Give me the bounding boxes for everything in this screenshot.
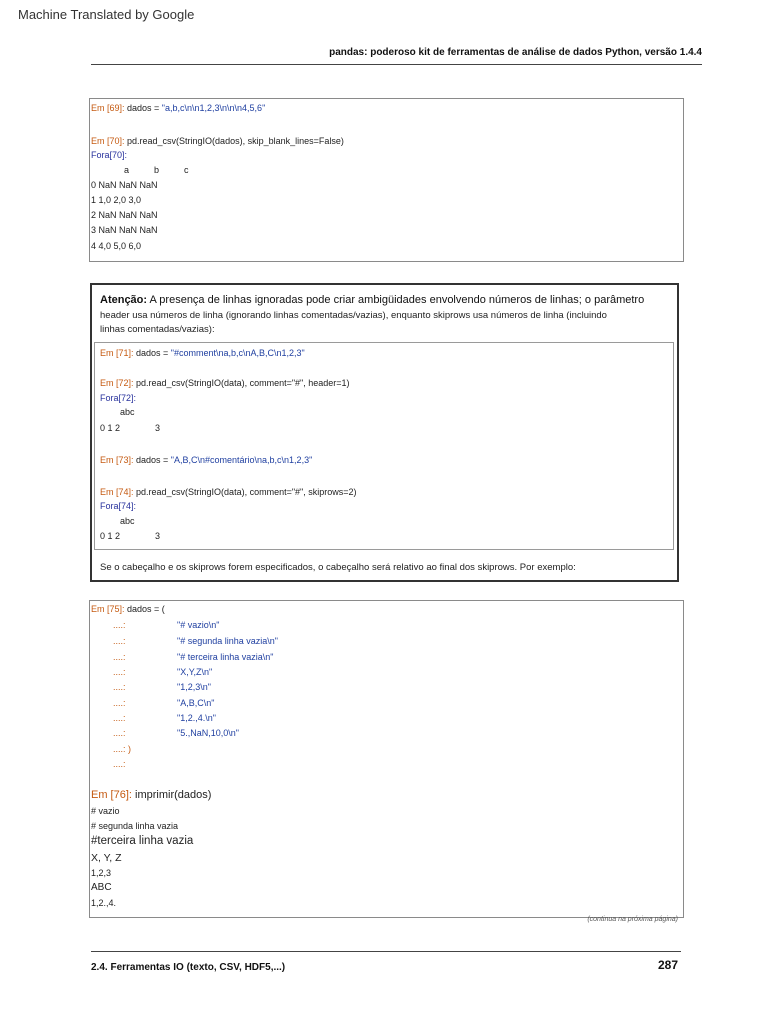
admonition-text-line: linhas comentadas/vazias): <box>100 324 215 335</box>
continuation-prompt: ....: <box>113 667 126 677</box>
code-line-75 <box>91 604 165 615</box>
continuation-prompt: ....: <box>113 620 126 630</box>
continuation-prompt: ....: <box>113 713 126 723</box>
code-line-73 <box>100 455 312 466</box>
code-line-74 <box>100 487 357 498</box>
code-text: pd.read_csv(StringIO(data), comment="#", header=1) <box>133 378 350 388</box>
admonition-text: A presença de linhas ignoradas pode criar ambigüidades envolvendo números de linhas; o parâmetro <box>147 294 645 306</box>
string-literal: "X,Y,Z\n" <box>177 667 213 677</box>
input-prompt: Em [75]: <box>91 604 125 614</box>
string-literal: "# terceira linha vazia\n" <box>177 652 274 662</box>
string-literal: "1,2,3\n" <box>177 682 211 692</box>
code-cell-block-69-70 <box>89 98 684 262</box>
input-prompt: Em [69]: <box>91 103 125 113</box>
admonition-text-line: header usa números de linha (ignorando linhas comentadas/vazias), enquanto skiprows usa números de linha (incluindo <box>100 310 607 321</box>
continuation-prompt: ....: <box>113 759 126 769</box>
code-line-72 <box>100 378 350 389</box>
output-line: #terceira linha vazia <box>91 835 194 847</box>
output-header-row: abc <box>120 407 135 417</box>
output-header-row: abc <box>120 516 135 526</box>
output-line: # vazio <box>91 806 120 816</box>
output-row: 0 NaN NaN NaN <box>91 180 158 190</box>
code-line-71 <box>100 348 305 359</box>
string-literal: "A,B,C\n#comentário\na,b,c\n1,2,3" <box>170 455 313 465</box>
admonition-code-cell <box>94 342 674 550</box>
input-prompt: Em [70]: <box>91 136 125 146</box>
continuation-close: ....: ) <box>113 744 131 754</box>
output-row: 0 1 2 3 <box>100 423 161 433</box>
code-cell-block-75-76 <box>89 600 684 918</box>
code-text: pd.read_csv(StringIO(dados), skip_blank_lines=False) <box>124 136 344 146</box>
output-row: 3 NaN NaN NaN <box>91 225 158 235</box>
string-literal: "5.,NaN,10,0\n" <box>177 728 239 738</box>
string-literal: "A,B,C\n" <box>177 698 215 708</box>
code-line-76 <box>91 789 211 802</box>
input-prompt: Em [74]: <box>100 487 134 497</box>
string-literal: "# vazio\n" <box>177 620 220 630</box>
string-literal: "1,2.,4.\n" <box>177 713 216 723</box>
continued-next-page-note: (continua na próxima página) <box>587 916 678 923</box>
code-text: imprimir(dados) <box>131 789 212 801</box>
output-header-row: a b c <box>124 165 189 175</box>
output-prompt: Fora[70]: <box>91 150 128 160</box>
continuation-prompt: ....: <box>113 682 126 692</box>
string-literal: "#comment\na,b,c\nA,B,C\n1,2,3" <box>170 348 305 358</box>
input-prompt: Em [76]: <box>91 789 132 801</box>
footer-section-title: 2.4. Ferramentas IO (texto, CSV, HDF5,...) <box>91 962 286 973</box>
code-line-70 <box>91 136 344 147</box>
admonition-label: Atenção: <box>100 294 148 306</box>
continuation-prompt: ....: <box>113 652 126 662</box>
output-line: X, Y, Z <box>91 852 122 864</box>
output-row: 1 1,0 2,0 3,0 <box>91 195 142 205</box>
code-text: dados = <box>133 348 171 358</box>
output-line: 1,2.,4. <box>91 898 117 908</box>
output-prompt: Fora[74]: <box>100 501 137 511</box>
input-prompt: Em [73]: <box>100 455 134 465</box>
admonition-title <box>100 294 644 307</box>
code-text: dados = <box>133 455 171 465</box>
output-prompt: Fora[72]: <box>100 393 137 403</box>
string-literal: "# segunda linha vazia\n" <box>177 636 278 646</box>
continuation-prompt: ....: <box>113 636 126 646</box>
output-row: 2 NaN NaN NaN <box>91 210 158 220</box>
code-text: pd.read_csv(StringIO(data), comment="#", skiprows=2) <box>133 487 357 497</box>
continuation-prompt: ....: <box>113 698 126 708</box>
input-prompt: Em [71]: <box>100 348 134 358</box>
code-line-69 <box>91 103 265 114</box>
output-line: ABC <box>91 882 112 893</box>
page-number: 287 <box>657 958 678 972</box>
running-header: pandas: poderoso kit de ferramentas de análise de dados Python, versão 1.4.4 <box>329 47 702 58</box>
input-prompt: Em [72]: <box>100 378 134 388</box>
footer-rule <box>91 951 681 952</box>
machine-translation-banner: Machine Translated by Google <box>18 7 195 22</box>
output-row: 4 4,0 5,0 6,0 <box>91 241 142 251</box>
string-literal: "a,b,c\n\n1,2,3\n\n\n4,5,6" <box>161 103 266 113</box>
output-line: 1,2,3 <box>91 868 112 878</box>
header-rule <box>91 64 702 65</box>
code-text: dados = ( <box>124 604 165 614</box>
output-line: # segunda linha vazia <box>91 821 179 831</box>
code-text: dados = <box>124 103 162 113</box>
output-row: 0 1 2 3 <box>100 531 161 541</box>
continuation-prompt: ....: <box>113 728 126 738</box>
admonition-footer-text: Se o cabeçalho e os skiprows forem especificados, o cabeçalho será relativo ao final dos skiprows. Por exemplo: <box>100 562 576 573</box>
